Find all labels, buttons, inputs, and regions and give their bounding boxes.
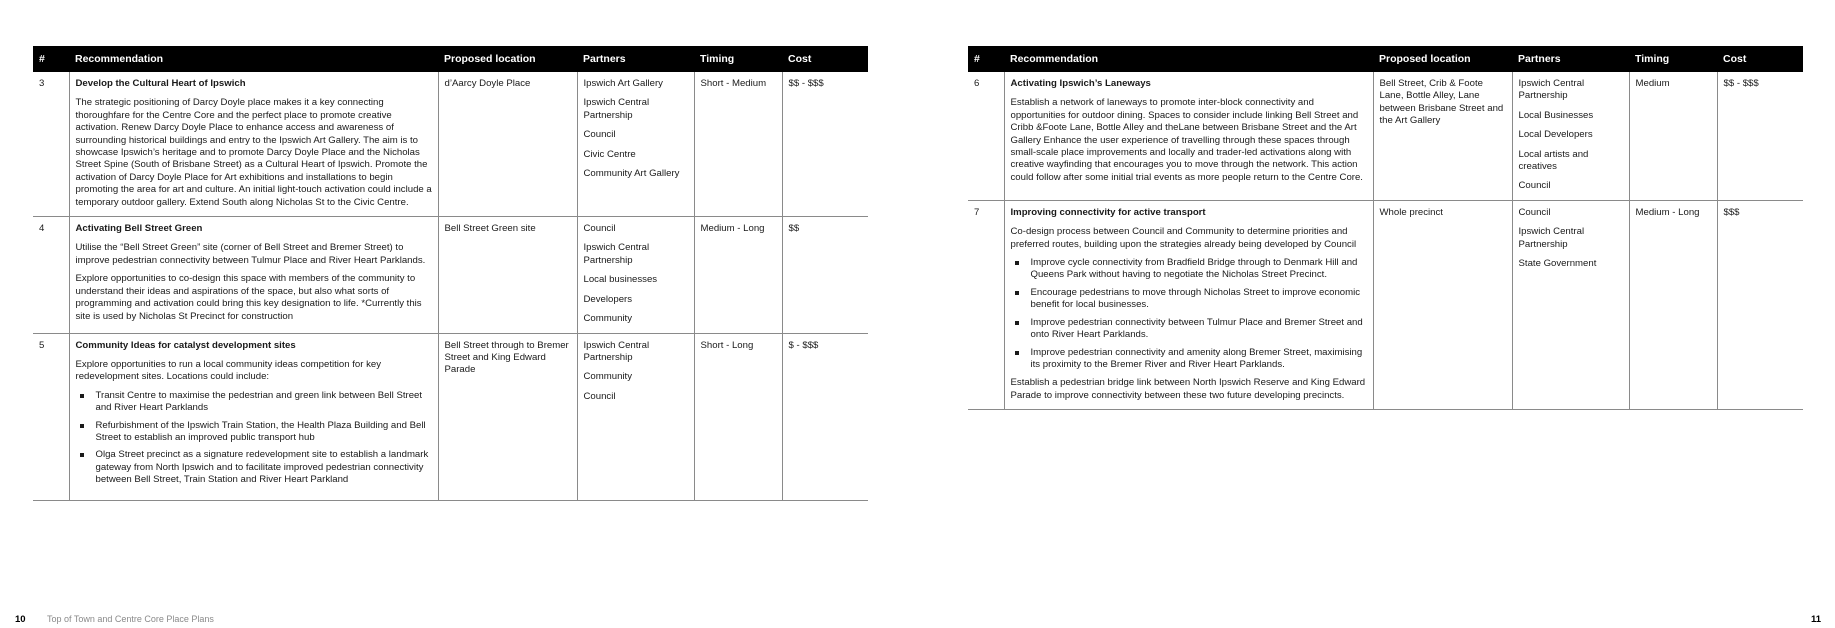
recommendation-intro: Co-design process between Council and Community to determine priorities and preferred routes, building upon the strategies already being developed by Council [1010, 226, 1357, 250]
bullet-item: Transit Centre to maximise the pedestrian and green link between Bell Street and River Heart Parklands [96, 390, 433, 415]
recommendation-title: Community Ideas for catalyst development sites [75, 339, 296, 351]
row-number: 5 [33, 333, 69, 500]
recommendation-cell [1004, 72, 1373, 200]
partners-cell [577, 72, 694, 217]
timing-cell: Short - Medium [694, 72, 782, 217]
recommendation-title: Activating Ipswich’s Laneways [1010, 78, 1151, 89]
bullet-list [76, 390, 433, 487]
recommendation-title: Develop the Cultural Heart of Ipswich [75, 78, 246, 89]
table-row [968, 200, 1803, 409]
partner: Council [1518, 180, 1551, 192]
col-header-timing: Timing [694, 46, 782, 72]
document-title: Top of Town and Centre Core Place Plans [47, 614, 214, 624]
table-row [33, 217, 868, 333]
col-header-number: # [33, 46, 69, 72]
recommendation-text: Utilise the “Bell Street Green” site (corner of Bell Street and Bremer Street) to improve pedestrian connectivity between Tulmur Place and River Heart Parklands. [75, 242, 426, 266]
col-header-location: Proposed location [1373, 46, 1512, 72]
recommendation-cell [69, 72, 438, 217]
table-row [33, 72, 868, 217]
col-header-number: # [968, 46, 1004, 72]
partners-cell [1512, 72, 1629, 200]
recommendation-cell [69, 333, 438, 500]
recommendation-text: Establish a network of laneways to promote inter-block connectivity and opportunities for outdoor dining. Spaces to consider include linking Bell Street and Cribb &Foote Lane, Bottle Alley and theLane between Brisbane Street and the Art Gallery Enhance the user experience of travelling through these spaces through small-scale place improvements and locally and trader-led activations along with creative wayfinding that encourages you to move through the network. This action could follow after some initial trial events as more people return to the Centre Core. [1010, 97, 1363, 183]
partners-cell [577, 217, 694, 333]
recommendation-cell [1004, 200, 1373, 409]
partner: Civic Centre [583, 148, 636, 160]
bullet-item: Refurbishment of the Ipswich Train Station, the Health Plaza Building and Bell Street to establish an improved public transport hub [96, 420, 433, 445]
bullet-item: Olga Street precinct as a signature redevelopment site to establish a landmark gateway from North Ipswich and to facilitate improved pedestrian connectivity between Bell Street, Train Station and River Heart Parkland [96, 449, 433, 486]
partner: Community [583, 371, 633, 383]
col-header-location: Proposed location [438, 46, 577, 72]
recommendation-text: The strategic positioning of Darcy Doyle place makes it a key connecting thoroughfare for the Centre Core and the perfect place to promote creative activation. Renew Darcy Doyle Place to enhance access and awareness of surrounding historical buildings and entry to the Ipswich Art Gallery. The aim is to showcase Ipswich’s heritage and to promote Darcy Doyle Place and the Nicholas Street Spine (South of Brisbane Street) as a Cultural Heart of Ipswich. Promote the activation of Darcy Doyle Place for Art exhibitions and installations to begin promoting the area for art and culture. An initial light-touch activation could include a temporary outdoor gallery. Extend South along Nicholas St to the Civic Centre. [75, 97, 432, 208]
location-cell: d’Aarcy Doyle Place [438, 72, 577, 217]
partners-cell [1512, 200, 1629, 409]
page-number-right: 11 [1810, 614, 1821, 625]
partner: Council [583, 129, 616, 141]
partner: Ipswich Central Partnership [1518, 78, 1585, 102]
cost-cell: $$$ [1717, 200, 1803, 409]
row-number: 6 [968, 72, 1004, 200]
left-page [33, 46, 868, 501]
partner: Ipswich Central Partnership [1518, 226, 1585, 250]
partner: Community Art Gallery [583, 168, 680, 180]
recommendations-table-left [33, 46, 868, 501]
bullet-item: Improve pedestrian connectivity and amenity along Bremer Street, maximising its proximity to the Bremer River and River Heart Parklands. [1031, 347, 1368, 372]
table-row [968, 72, 1803, 200]
timing-cell: Medium - Long [1629, 200, 1717, 409]
partner: Ipswich Central Partnership [583, 339, 650, 363]
recommendation-outro: Establish a pedestrian bridge link between North Ipswich Reserve and King Edward Parade to improve connectivity between these two future developing precincts. [1010, 377, 1366, 401]
location-cell: Bell Street through to Bremer Street and King Edward Parade [438, 333, 577, 500]
cost-cell: $ - $$$ [782, 333, 868, 500]
partner: Developers [583, 293, 633, 305]
bullet-item: Encourage pedestrians to move through Nicholas Street to improve economic benefit for local businesses. [1031, 287, 1368, 312]
bullet-item: Improve cycle connectivity from Bradfield Bridge through to Denmark Hill and Queens Park without having to negotiate the Nicholas Street Precinct. [1031, 257, 1368, 282]
partner: Community [583, 313, 633, 325]
partner: Local businesses [583, 274, 658, 286]
location-cell: Whole precinct [1373, 200, 1512, 409]
recommendation-text: Explore opportunities to co-design this space with members of the community to understand their ideas and aspirations of the space, but also what sorts of programming and activation could bring this key designation to life. *Currently this site is used by Nicholas St Precinct for construction [75, 273, 422, 322]
col-header-recommendation: Recommendation [1004, 46, 1373, 72]
col-header-recommendation: Recommendation [69, 46, 438, 72]
recommendation-title: Activating Bell Street Green [75, 223, 203, 235]
partner: Ipswich Central Partnership [583, 242, 650, 266]
partner: Local artists and creatives [1518, 148, 1589, 173]
col-header-cost: Cost [1717, 46, 1803, 72]
timing-cell: Short - Long [694, 333, 782, 500]
recommendation-title: Improving connectivity for active transport [1010, 206, 1206, 218]
table-header-row [33, 46, 868, 72]
row-number: 3 [33, 72, 69, 217]
partner: Local Developers [1518, 129, 1593, 141]
row-number: 7 [968, 200, 1004, 409]
page-number-left: 10 [15, 614, 26, 625]
partner: Ipswich Central Partnership [583, 97, 650, 121]
col-header-timing: Timing [1629, 46, 1717, 72]
col-header-partners: Partners [577, 46, 694, 72]
table-row [33, 333, 868, 500]
cost-cell: $$ - $$$ [1717, 72, 1803, 200]
cost-cell: $$ - $$$ [782, 72, 868, 217]
partner: Local Businesses [1518, 109, 1594, 121]
bullet-list [1011, 257, 1368, 371]
partner: Council [1518, 206, 1551, 218]
partner: Ipswich Art Gallery [583, 78, 663, 89]
partner: Council [583, 390, 616, 402]
bullet-item: Improve pedestrian connectivity between Tulmur Place and Bremer Street and onto River Heart Parklands. [1031, 317, 1368, 342]
timing-cell: Medium - Long [694, 217, 782, 333]
table-header-row [968, 46, 1803, 72]
recommendations-table-right [968, 46, 1803, 410]
recommendation-intro: Explore opportunities to run a local community ideas competition for key redevelopment sites. Locations could include: [75, 358, 382, 383]
col-header-partners: Partners [1512, 46, 1629, 72]
location-cell: Bell Street Green site [438, 217, 577, 333]
partner: Council [583, 223, 616, 235]
recommendation-cell [69, 217, 438, 333]
location-cell: Bell Street, Crib & Foote Lane, Bottle Alley, Lane between Brisbane Street and the Art Gallery [1373, 72, 1512, 200]
right-page [968, 46, 1803, 410]
timing-cell: Medium [1629, 72, 1717, 200]
cost-cell: $$ [782, 217, 868, 333]
partner: State Government [1518, 258, 1597, 270]
partners-cell [577, 333, 694, 500]
col-header-cost: Cost [782, 46, 868, 72]
row-number: 4 [33, 217, 69, 333]
